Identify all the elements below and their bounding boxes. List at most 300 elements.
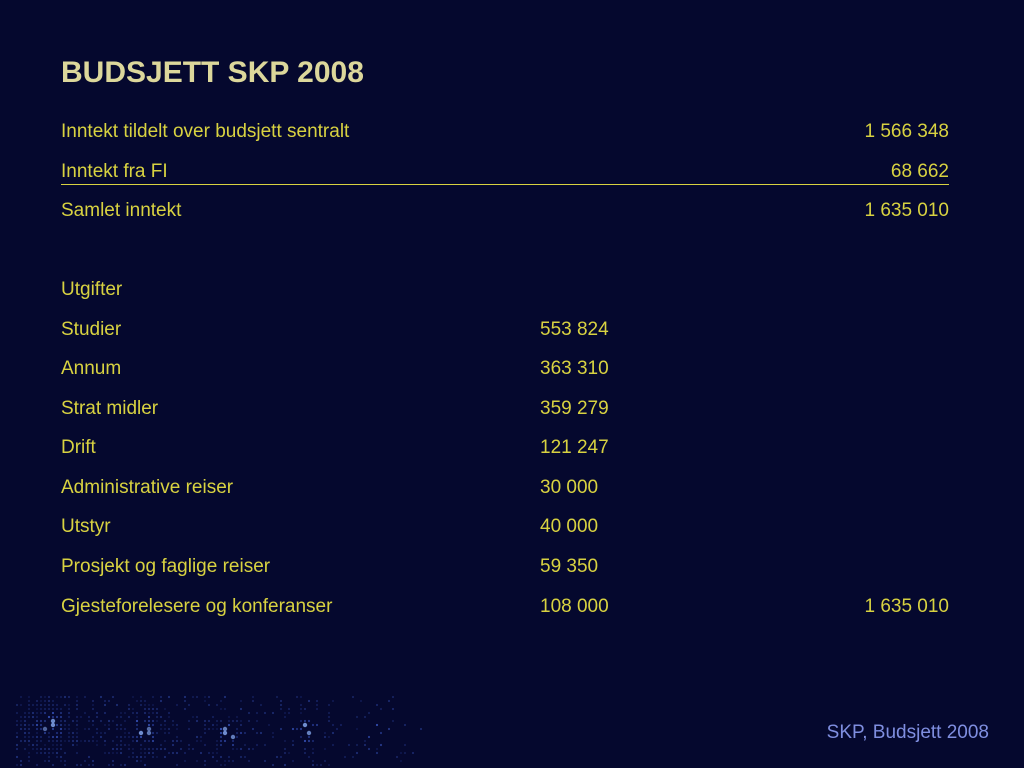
decor-dot [28, 700, 30, 702]
decor-dot [184, 752, 186, 754]
decor-dot [208, 704, 210, 706]
decor-dot [240, 756, 242, 758]
decor-dot [220, 764, 222, 766]
decor-dot [248, 748, 250, 750]
row-label: Prosjekt og faglige reiser [61, 556, 271, 577]
decor-dot [36, 748, 38, 750]
decor-dot [60, 732, 62, 734]
decor-dot [124, 728, 126, 730]
decor-dot [220, 720, 222, 722]
decor-dot [332, 732, 334, 734]
decor-dot [28, 704, 30, 706]
row-amount: 30 000 [540, 477, 599, 498]
decor-dot [216, 720, 218, 722]
decor-dot [136, 728, 138, 730]
decor-dot [96, 732, 98, 734]
decor-dot [60, 712, 62, 714]
decor-dot [236, 736, 238, 738]
decor-dot [220, 728, 222, 730]
decor-dot [112, 720, 114, 722]
decor-dot [20, 760, 22, 762]
row-label: Strat midler [61, 398, 159, 419]
row-label: Administrative reiser [61, 477, 234, 498]
decor-dot [132, 696, 134, 698]
decor-dot [124, 736, 126, 738]
decor-dot [116, 744, 118, 746]
decor-dot [368, 748, 370, 750]
decor-dot [24, 740, 26, 742]
decor-dot [296, 728, 298, 730]
decor-dot [60, 708, 62, 710]
decor-dot [64, 728, 66, 730]
decor-dot [36, 716, 38, 718]
decor-dot [196, 760, 198, 762]
decor-dot [88, 740, 90, 742]
decor-dot [48, 760, 50, 762]
decor-dot [220, 708, 222, 710]
decor-dot [40, 748, 42, 750]
row-label: Inntekt fra FI [61, 161, 168, 182]
decor-dot [156, 720, 158, 722]
decor-dot [84, 728, 86, 730]
decor-dot [160, 724, 162, 726]
decor-dot [252, 748, 254, 750]
decor-dot [60, 728, 62, 730]
decor-dot [148, 752, 150, 754]
decor-dot [132, 712, 134, 714]
decor-dot [324, 732, 326, 734]
decor-dot [308, 700, 310, 702]
decor-dot [292, 760, 294, 762]
decor-dot [28, 696, 30, 698]
decor-dot [48, 736, 50, 738]
decor-dot [48, 708, 50, 710]
decor-dot [328, 704, 330, 706]
decor-dot [108, 720, 110, 722]
decor-dot [76, 764, 78, 766]
decor-dot [76, 724, 78, 726]
decor-dot [104, 700, 106, 702]
decor-dot [240, 708, 242, 710]
decor-dot [56, 736, 58, 738]
decor-dot [212, 752, 214, 754]
decor-dot [216, 740, 218, 742]
decor-dot [104, 712, 106, 714]
decor-dot [168, 732, 170, 734]
decor-dot [296, 696, 298, 698]
decor-dot [76, 728, 78, 730]
decor-dot [156, 716, 158, 718]
decor-dot [76, 708, 78, 710]
decor-dot [48, 732, 50, 734]
decor-dot [140, 700, 142, 702]
decor-dot [300, 708, 302, 710]
decor-dot [124, 732, 126, 734]
decor-dot [72, 732, 74, 734]
decor-dot [244, 756, 246, 758]
row-label: Inntekt tildelt over budsjett sentralt [61, 121, 350, 142]
decor-dot [116, 752, 118, 754]
decor-dot [120, 752, 122, 754]
decor-dot [76, 716, 78, 718]
decor-dot [176, 724, 178, 726]
expense-row [61, 593, 949, 621]
decor-dot [52, 736, 54, 738]
decor-dot [316, 724, 318, 726]
decor-dot [312, 752, 314, 754]
decor-dot [112, 752, 114, 754]
decor-dot [240, 700, 242, 702]
decor-dot [240, 720, 242, 722]
decor-dot [236, 732, 238, 734]
decor-dot [60, 756, 62, 758]
decor-dot [124, 744, 126, 746]
decor-dot [136, 712, 138, 714]
decor-dot [148, 724, 150, 726]
decor-dot [72, 744, 74, 746]
decor-dot [168, 752, 170, 754]
decor-dot [404, 752, 406, 754]
decor-dot [40, 712, 42, 714]
decor-dot [68, 716, 70, 718]
footer-text: SKP, Budsjett 2008 [826, 722, 989, 743]
decor-dot [64, 740, 66, 742]
decor-dot [128, 736, 130, 738]
decor-dot [216, 704, 218, 706]
decor-dot [120, 712, 122, 714]
decor-dot [124, 712, 126, 714]
decor-dot [292, 744, 294, 746]
decor-dot [256, 712, 258, 714]
decor-dot [196, 720, 198, 722]
decor-dot [80, 764, 82, 766]
decor-dot [20, 728, 22, 730]
income-total-row [61, 197, 949, 225]
decor-dot [36, 752, 38, 754]
decor-dot [164, 756, 166, 758]
decor-dot [240, 732, 242, 734]
decor-dot [128, 716, 130, 718]
decor-dot [16, 744, 18, 746]
decor-dot [28, 716, 30, 718]
decor-dot [316, 700, 318, 702]
decor-dot [16, 724, 18, 726]
decor-dot [96, 712, 98, 714]
decor-dot [147, 727, 151, 731]
decor-dot [256, 732, 258, 734]
decor-dot [284, 716, 286, 718]
decor-dot [152, 712, 154, 714]
decor-dot [216, 748, 218, 750]
decor-dot [24, 748, 26, 750]
decor-dot [316, 704, 318, 706]
decor-dot [260, 704, 262, 706]
decor-dot [52, 704, 54, 706]
decor-dot [224, 696, 226, 698]
decor-dot [252, 696, 254, 698]
decor-dot [60, 740, 62, 742]
decor-dot [100, 736, 102, 738]
decor-dot [400, 752, 402, 754]
decor-dot [252, 700, 254, 702]
decor-dot [120, 736, 122, 738]
decor-dot [40, 728, 42, 730]
decor-dot [164, 708, 166, 710]
decor-dot [92, 740, 94, 742]
decor-dot [144, 748, 146, 750]
decor-dot [28, 740, 30, 742]
decor-dot [223, 731, 227, 735]
decor-dot [124, 720, 126, 722]
decor-dot [28, 736, 30, 738]
decor-dot [192, 748, 194, 750]
decor-dot [324, 748, 326, 750]
decor-dot [196, 740, 198, 742]
decor-dot [328, 712, 330, 714]
decor-dot [400, 760, 402, 762]
decor-dot [376, 752, 378, 754]
decor-dot [51, 719, 55, 723]
decor-dot [264, 760, 266, 762]
decor-dot [116, 736, 118, 738]
decor-dot [139, 731, 143, 735]
decor-dot [40, 708, 42, 710]
decor-dot [284, 752, 286, 754]
decor-dot [156, 756, 158, 758]
decor-dot [56, 732, 58, 734]
decor-dot [303, 723, 307, 727]
decor-dot [44, 708, 46, 710]
decor-dot [160, 744, 162, 746]
decor-dot [308, 740, 310, 742]
decor-dot [24, 716, 26, 718]
decor-dot [100, 696, 102, 698]
decor-dot [120, 764, 122, 766]
decor-dot [240, 724, 242, 726]
decor-dot [20, 724, 22, 726]
decor-dot [204, 744, 206, 746]
decor-dot [84, 740, 86, 742]
decor-dot [16, 748, 18, 750]
decor-dot [152, 740, 154, 742]
decor-dot [60, 716, 62, 718]
decor-dot [88, 720, 90, 722]
decor-dot [160, 696, 162, 698]
decor-dot [144, 756, 146, 758]
decor-dot [244, 732, 246, 734]
row-amount: 553 824 [540, 319, 609, 340]
decor-dot [32, 704, 34, 706]
decor-dot [284, 740, 286, 742]
decor-dot [152, 704, 154, 706]
decor-dot [120, 748, 122, 750]
decor-dot [112, 748, 114, 750]
decor-dot [100, 720, 102, 722]
decor-dot [192, 696, 194, 698]
decor-dot [304, 720, 306, 722]
decor-dot [136, 736, 138, 738]
decor-dot [36, 704, 38, 706]
decor-dot [136, 724, 138, 726]
decor-dot [136, 716, 138, 718]
decor-dot [92, 708, 94, 710]
decor-dot [276, 696, 278, 698]
decor-dot [312, 760, 314, 762]
decor-dot [108, 764, 110, 766]
decor-dot [132, 752, 134, 754]
decor-dot [64, 760, 66, 762]
expense-row [61, 474, 949, 502]
decor-dot [52, 744, 54, 746]
decor-dot [304, 748, 306, 750]
expense-row [61, 434, 949, 462]
decor-dot [28, 760, 30, 762]
decor-dot [148, 748, 150, 750]
decor-dot [144, 740, 146, 742]
decor-dot [368, 736, 370, 738]
decor-dot [44, 712, 46, 714]
decor-dot [420, 728, 422, 730]
decor-dot [32, 748, 34, 750]
decor-dot [172, 720, 174, 722]
decor-dot [52, 728, 54, 730]
decor-dot [36, 744, 38, 746]
decor-dot [196, 736, 198, 738]
decor-dot [208, 752, 210, 754]
decor-dot [176, 704, 178, 706]
decor-dot [152, 736, 154, 738]
decor-dot [20, 716, 22, 718]
decor-dot [44, 720, 46, 722]
decor-dot [252, 728, 254, 730]
row-amount: 121 247 [540, 437, 609, 458]
decor-dot [184, 760, 186, 762]
decor-dot [144, 764, 146, 766]
decor-dot [200, 736, 202, 738]
decor-dot [56, 748, 58, 750]
decor-dot [236, 748, 238, 750]
decor-dot [52, 740, 54, 742]
decor-dot [64, 696, 66, 698]
decor-dot [364, 740, 366, 742]
decor-dot [16, 720, 18, 722]
row-label: Studier [61, 319, 122, 340]
decor-dot [36, 700, 38, 702]
decor-dot [200, 752, 202, 754]
decor-dot [48, 752, 50, 754]
decor-dot [136, 760, 138, 762]
decor-dot [132, 756, 134, 758]
decor-dot [196, 716, 198, 718]
decor-dot [48, 704, 50, 706]
decor-dot [16, 756, 18, 758]
decor-dot [232, 740, 234, 742]
decor-dot [36, 736, 38, 738]
decor-dot [20, 764, 22, 766]
decor-dot [32, 716, 34, 718]
decor-dot [40, 740, 42, 742]
decor-dot [216, 724, 218, 726]
decor-dot [48, 748, 50, 750]
decor-dot [60, 744, 62, 746]
decor-dot [208, 728, 210, 730]
decor-dot [152, 732, 154, 734]
decor-dot [20, 740, 22, 742]
decor-dot [168, 712, 170, 714]
decor-dot [300, 704, 302, 706]
decor-dot [36, 712, 38, 714]
decor-dot [164, 732, 166, 734]
decor-dot [352, 696, 354, 698]
decor-dot [72, 720, 74, 722]
decor-dot [56, 704, 58, 706]
decor-dot [164, 720, 166, 722]
decor-dot [188, 728, 190, 730]
decor-dot [132, 736, 134, 738]
decor-dot [236, 728, 238, 730]
decor-dot [272, 736, 274, 738]
decor-dot [376, 704, 378, 706]
decor-dot [104, 744, 106, 746]
decor-dot [128, 756, 130, 758]
decor-dot [236, 716, 238, 718]
decor-dot [64, 724, 66, 726]
decor-dot [20, 704, 22, 706]
decor-dot [28, 756, 30, 758]
decor-dot [36, 708, 38, 710]
decor-dot [128, 748, 130, 750]
decor-dot [52, 764, 54, 766]
row-label: Utstyr [61, 516, 111, 537]
decor-dot [76, 732, 78, 734]
decor-dot [84, 712, 86, 714]
decor-dot [32, 736, 34, 738]
decor-dot [52, 752, 54, 754]
decor-dot [112, 764, 114, 766]
decor-dot [20, 696, 22, 698]
row-amount: 40 000 [540, 516, 599, 537]
decor-dot [152, 708, 154, 710]
expenses-heading: Utgifter [61, 279, 123, 300]
decor-dot [172, 724, 174, 726]
decor-dot [24, 712, 26, 714]
decor-dot [60, 720, 62, 722]
decor-dot [92, 720, 94, 722]
decor-dot [208, 720, 210, 722]
decor-dot [140, 696, 142, 698]
decor-dot [392, 708, 394, 710]
decor-dot [60, 748, 62, 750]
decor-dot [172, 752, 174, 754]
decor-dot [224, 708, 226, 710]
decor-dot [224, 764, 226, 766]
decor-dot [64, 752, 66, 754]
row-total: 1 635 010 [864, 200, 949, 221]
decor-dot [84, 760, 86, 762]
decor-dot [44, 704, 46, 706]
decor-dot [104, 752, 106, 754]
decor-dot [56, 716, 58, 718]
row-total: 68 662 [890, 161, 949, 182]
decor-dot [180, 740, 182, 742]
decor-dot [220, 756, 222, 758]
decor-dot [324, 736, 326, 738]
decor-dot [216, 744, 218, 746]
decor-dot [68, 696, 70, 698]
page-title: BUDSJETT SKP 2008 [61, 56, 364, 89]
decor-dot [36, 764, 38, 766]
expense-row [61, 553, 949, 581]
